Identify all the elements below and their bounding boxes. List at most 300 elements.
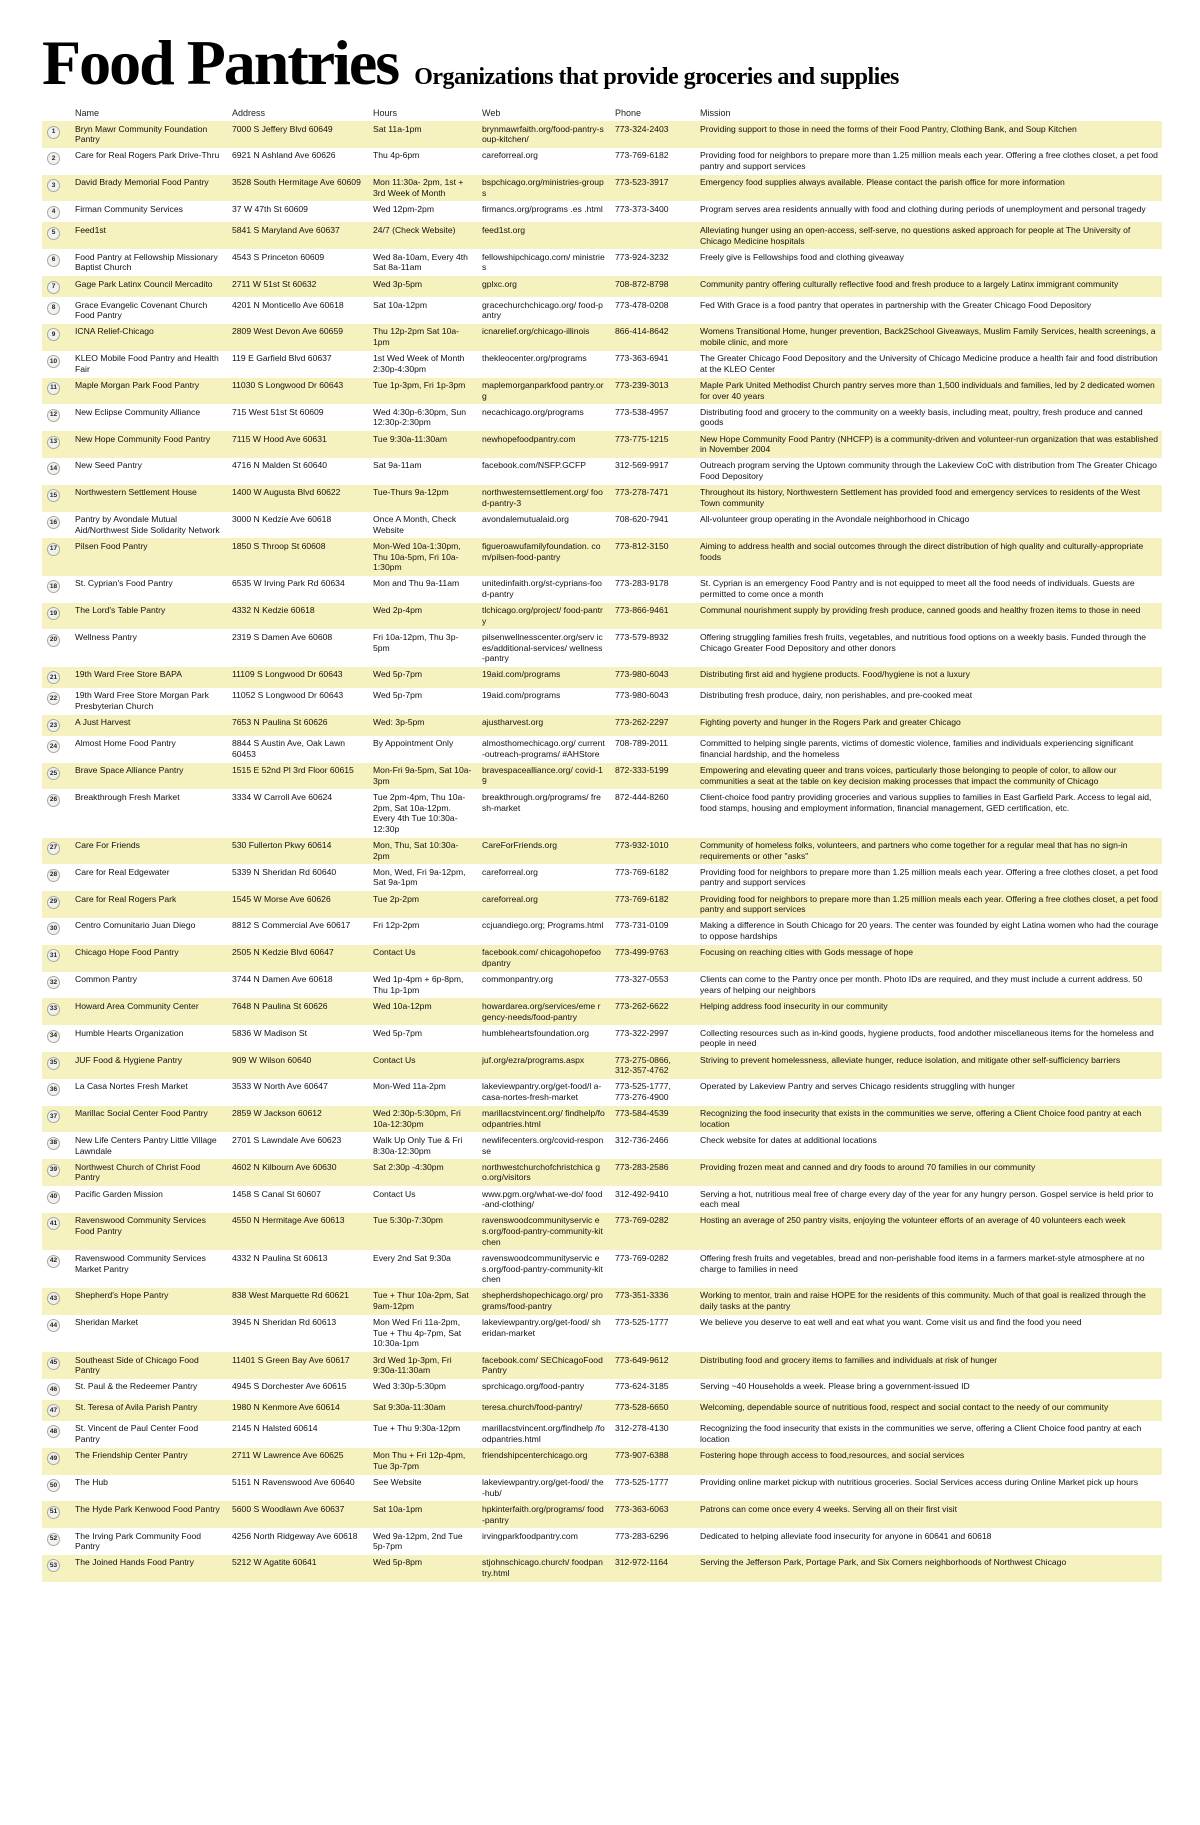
pantry-phone: 773-363-6063	[615, 1503, 669, 1514]
table-row	[42, 736, 1162, 763]
pantry-hours: See Website	[373, 1477, 422, 1488]
pantry-mission: Offering fresh fruits and vegetables, bread and non-perishable food items in a farmers market-style atmosphere at no charge to families in need	[700, 1252, 1145, 1274]
pantry-name: Care for Real Edgewater	[75, 866, 170, 877]
pantry-name: Pilsen Food Pantry	[75, 540, 148, 551]
row-number-cell	[42, 765, 68, 786]
row-number-cell	[42, 1215, 68, 1247]
row-number-cell	[42, 1504, 68, 1525]
pantry-name: St. Cyprian's Food Pantry	[75, 578, 173, 589]
column-header-web: Web	[482, 108, 501, 118]
pantry-name: Maple Morgan Park Food Pantry	[75, 380, 200, 390]
pantry-address: 5151 N Ravenswood Ave 60640	[232, 1477, 355, 1488]
pantry-name: Feed1st	[75, 224, 107, 235]
pantry-phone: 773-528-6650	[615, 1402, 669, 1413]
table-row	[42, 378, 1162, 405]
pantry-hours: Wed 1p-4pm + 6p-8pm, Thu 1p-1pm	[373, 974, 464, 995]
row-number-cell	[42, 1531, 68, 1552]
pantry-phone: 773-478-0208	[615, 299, 669, 310]
pantry-address: 909 W Wilson 60640	[232, 1054, 312, 1065]
row-number-badge: 43	[47, 1292, 60, 1305]
pantry-mission: Distributing food and grocery to the community on a weekly basis, including meat, poultry, fresh produce and canned goods	[700, 406, 1143, 428]
pantry-hours: Wed 5p-7pm	[373, 669, 423, 680]
row-number-badge: 29	[47, 896, 60, 909]
pantry-hours: Thu 4p-6pm	[373, 150, 420, 161]
pantry-phone: 773-932-1010	[615, 840, 669, 850]
pantry-phone: 708-872-8798	[615, 278, 669, 289]
pantry-phone: 773-769-0282	[615, 1252, 669, 1263]
pantry-address: 7000 S Jeffery Blvd 60649	[232, 123, 333, 134]
row-number-badge: 34	[47, 1030, 60, 1043]
pantry-mission: Program serves area residents annually with food and clothing during periods of unemployment and personal tragedy	[700, 203, 1146, 214]
pantry-web-url: friendshipcenterchicago.org	[482, 1450, 588, 1461]
pantry-phone: 773-373-3400	[615, 203, 669, 214]
table-row	[42, 1448, 1162, 1475]
table-row	[42, 175, 1162, 202]
pantry-address: 4543 S Princeton 60609	[232, 251, 325, 262]
pantry-phone: 312-492-9410	[615, 1188, 669, 1199]
pantry-mission: Collecting resources such as in-kind goods, hygiene products, food andother miscellaneous items for the homeless and people in need	[700, 1027, 1154, 1049]
pantry-hours: Wed 9a-12pm, 2nd Tue 5p-7pm	[373, 1530, 463, 1552]
pantry-web-url: www.pgm.org/what-we-do/ food-and-clothing/	[482, 1188, 603, 1210]
row-number-cell	[42, 605, 68, 626]
row-number-cell	[42, 1189, 68, 1210]
row-number-cell	[42, 252, 68, 273]
row-number-badge: 44	[47, 1319, 60, 1332]
row-number-badge: 48	[47, 1425, 60, 1438]
row-number-badge: 2	[47, 152, 60, 165]
pantry-phone: 773-584-4539	[615, 1108, 669, 1119]
pantry-phone: 866-414-8642	[615, 326, 669, 337]
pantry-web-url: careforreal.org	[482, 866, 538, 877]
pantry-mission: Fostering hope through access to food,resources, and social services	[700, 1450, 965, 1461]
pantry-name: St. Paul & the Redeemer Pantry	[75, 1381, 198, 1392]
row-number-cell	[42, 1135, 68, 1156]
pantry-phone	[615, 225, 693, 246]
pantry-hours: Mon, Wed, Fri 9a-12pm, Sat 9a-1pm	[373, 866, 466, 888]
pantry-phone: 773-624-3185	[615, 1381, 669, 1392]
pantry-name: Firman Community Services	[75, 203, 183, 214]
pantry-address: 1515 E 52nd Pl 3rd Floor 60615	[232, 765, 354, 776]
pantry-address: 11030 S Longwood Dr 60643	[232, 380, 344, 390]
pantry-web-url: northwesternsettlement.org/ food-pantry-3	[482, 487, 603, 508]
pantry-name: Ravenswood Community Services Market Pantry	[75, 1252, 206, 1274]
row-number-badge: 30	[47, 922, 60, 935]
pantry-mission: Clients can come to the Pantry once per month. Photo IDs are required, and they must include a current address. 50 years of helping our neighbors	[700, 974, 1143, 995]
pantry-address: 2711 W Lawrence Ave 60625	[232, 1450, 344, 1461]
pantry-mission: Serving a hot, nutritious meal free of charge every day of the year for any hungry person. Gospel service is held prior to each meal	[700, 1188, 1154, 1210]
pantry-name: Pantry by Avondale Mutual Aid/Northwest Side Solidarity Network	[75, 514, 220, 535]
pantry-mission: Empowering and elevating queer and trans voices, particularly those belonging to people of color, to allow our communities a seat at the table on key decision making processes that impact the community of Chicago	[700, 765, 1117, 786]
table-row	[42, 1159, 1162, 1186]
pantry-address: 7648 N Paulina St 60626	[232, 1000, 328, 1011]
table-row	[42, 918, 1162, 945]
row-number-badge: 32	[47, 976, 60, 989]
pantry-mission: The Greater Chicago Food Depository and the University of Chicago Medicine produce a health fair and food distribution at the KLEO Center	[700, 353, 1158, 374]
pantry-name: Common Pantry	[75, 974, 138, 985]
table-row	[42, 276, 1162, 297]
pantry-hours: By Appointment Only	[373, 738, 454, 749]
row-number-cell	[42, 124, 68, 145]
row-number-badge: 26	[47, 794, 60, 807]
pantry-address: 5212 W Agatite 60641	[232, 1557, 317, 1568]
pantry-mission: Welcoming, dependable source of nutritious food, respect and social contact to the needy of our community	[700, 1402, 1109, 1413]
table-row	[42, 763, 1162, 790]
pantry-web-url: humbleheartsfoundation.org	[482, 1027, 590, 1038]
pantry-address: 6535 W Irving Park Rd 60634	[232, 578, 345, 589]
row-number-badge: 8	[47, 302, 60, 315]
pantry-web-url: northwestchurchofchristchica go.org/visitors	[482, 1161, 600, 1183]
pantry-name: Wellness Pantry	[75, 631, 137, 642]
pantry-address: 5841 S Maryland Ave 60637	[232, 224, 340, 235]
pantry-hours: Tue + Thur 10a-2pm, Sat 9am-12pm	[373, 1290, 469, 1311]
pantry-hours: Sat 9a-11am	[373, 460, 422, 471]
pantry-mission: St. Cyprian is an emergency Food Pantry and is not equipped to meet all the food needs of individuals. Guests are permitted to come once a month	[700, 578, 1135, 599]
row-number-badge: 31	[47, 949, 60, 962]
pantry-address: 7115 W Hood Ave 60631	[232, 433, 327, 444]
pantry-hours: Sat 2:30p -4:30pm	[373, 1161, 444, 1172]
pantry-name: Brave Space Alliance Pantry	[75, 765, 184, 776]
pantry-name: The Joined Hands Food Pantry	[75, 1557, 194, 1568]
row-number-cell	[42, 326, 68, 347]
row-number-badge: 38	[47, 1137, 60, 1150]
pantry-hours: 3rd Wed 1p-3pm, Fri 9:30a-11:30am	[373, 1354, 452, 1376]
pantry-hours: Tue 5:30p-7:30pm	[373, 1215, 443, 1226]
pantry-mission: Throughout its history, Northwestern Settlement has provided food and emergency services to residents of the West Town community	[700, 487, 1141, 508]
pantry-web-url: ravenswoodcommunityservic es.org/food-pantry-community-kitchen	[482, 1252, 603, 1285]
pantry-web-url: fellowshipchicago.com/ ministries	[482, 251, 605, 273]
table-row	[42, 629, 1162, 666]
pantry-web-url: avondalemutualaid.org	[482, 514, 569, 525]
table-row	[42, 972, 1162, 999]
pantry-phone: 773-980-6043	[615, 669, 669, 680]
pantry-phone: 773-283-2586	[615, 1161, 669, 1172]
table-row	[42, 1352, 1162, 1379]
row-number-badge: 33	[47, 1003, 60, 1016]
row-number-badge: 17	[47, 543, 60, 556]
row-number-badge: 42	[47, 1255, 60, 1268]
table-row	[42, 1025, 1162, 1052]
row-number-badge: 13	[47, 436, 60, 449]
pantry-address: 4716 N Malden St 60640	[232, 460, 328, 471]
pantry-web-url: brynmawrfaith.org/food-pantry-soup-kitchen/	[482, 123, 604, 145]
pantry-address: 11401 S Green Bay Ave 60617	[232, 1354, 350, 1365]
pantry-name: David Brady Memorial Food Pantry	[75, 177, 209, 188]
row-number-cell	[42, 1317, 68, 1349]
row-number-cell	[42, 840, 68, 861]
pantry-phone: 773-769-0282	[615, 1215, 669, 1226]
pantry-address: 4550 N Hermitage Ave 60613	[232, 1215, 345, 1226]
pantry-name: Northwest Church of Christ Food Pantry	[75, 1161, 201, 1183]
pantry-web-url: sprchicago.org/food-pantry	[482, 1381, 585, 1392]
table-row	[42, 512, 1162, 539]
pantry-name: Almost Home Food Pantry	[75, 738, 176, 749]
pantry-mission: Hosting an average of 250 pantry visits, enjoying the volunteer efforts of an average of 40 volunteers each week	[700, 1215, 1126, 1226]
pantry-web-url: hpkinterfaith.org/programs/ food-pantry	[482, 1503, 604, 1525]
table-row	[42, 404, 1162, 431]
table-row	[42, 1379, 1162, 1400]
table-row	[42, 688, 1162, 715]
pantry-phone: 773-262-2297	[615, 717, 669, 728]
pantry-phone: 773-924-3232	[615, 251, 669, 262]
pantry-web-url: ajustharvest.org	[482, 717, 544, 728]
table-row	[42, 838, 1162, 865]
row-number-badge: 46	[47, 1383, 60, 1396]
pantry-phone: 773-980-6043	[615, 690, 669, 701]
pantry-mission: Community pantry offering culturally reflective food and fresh produce to a largely Latinx immigrant community	[700, 278, 1119, 289]
pantry-table-body	[42, 121, 1162, 1582]
table-row	[42, 1288, 1162, 1315]
row-number-cell	[42, 279, 68, 295]
pantry-address: 2711 W 51st St 60632	[232, 278, 317, 289]
pantry-hours: Tue 2pm-4pm, Thu 10a-2pm, Sat 10a-12pm. Every 4th Tue 10:30a-12:30p	[373, 791, 466, 834]
pantry-address: 37 W 47th St 60609	[232, 203, 308, 214]
pantry-address: 838 West Marquette Rd 60621	[232, 1290, 349, 1301]
row-number-cell	[42, 1028, 68, 1049]
row-number-badge: 41	[47, 1217, 60, 1230]
pantry-web-url: lakeviewpantry.org/get-food/ sheridan-market	[482, 1317, 601, 1338]
pantry-address: 8844 S Austin Ave, Oak Lawn 60453	[232, 738, 346, 759]
pantry-web-url: careforreal.org	[482, 150, 538, 161]
row-number-badge: 53	[47, 1559, 60, 1572]
pantry-name: The Friendship Center Pantry	[75, 1450, 188, 1461]
pantry-mission: All-volunteer group operating in the Avondale neighborhood in Chicago	[700, 514, 970, 525]
pantry-name: Bryn Mawr Community Foundation Pantry	[75, 123, 208, 145]
pantry-name: 19th Ward Free Store BAPA	[75, 669, 182, 680]
table-row	[42, 891, 1162, 918]
pantry-address: 4256 North Ridgeway Ave 60618	[232, 1530, 358, 1541]
pantry-phone: 773-327-0553	[615, 974, 669, 985]
row-number-badge: 5	[47, 227, 60, 240]
table-row	[42, 1475, 1162, 1502]
pantry-address: 2809 West Devon Ave 60659	[232, 326, 344, 337]
pantry-mission: Recognizing the food insecurity that exists in the communities we serve, offering a Client Choice food pantry at each location	[700, 1108, 1142, 1129]
pantry-hours: Fri 12p-2pm	[373, 920, 420, 931]
pantry-web-url: lakeviewpantry.org/get-food/l a-casa-nortes-fresh-market	[482, 1081, 602, 1102]
row-number-cell	[42, 578, 68, 599]
pantry-phone: 872-444-8260	[615, 791, 669, 802]
row-number-cell	[42, 947, 68, 968]
row-number-cell	[42, 1253, 68, 1285]
pantry-hours: Mon-Wed 11a-2pm	[373, 1081, 446, 1092]
row-number-badge: 19	[47, 607, 60, 620]
row-number-badge: 4	[47, 206, 60, 219]
pantry-name: JUF Food & Hygiene Pantry	[75, 1054, 182, 1065]
pantry-web-url: juf.org/ezra/programs.aspx	[482, 1054, 585, 1065]
masthead	[42, 26, 1162, 100]
table-row	[42, 1400, 1162, 1421]
pantry-address: 8812 S Commercial Ave 60617	[232, 920, 351, 931]
pantry-address: 5600 S Woodlawn Ave 60637	[232, 1503, 345, 1514]
pantry-address: 4945 S Dorchester Ave 60615	[232, 1381, 347, 1392]
table-row	[42, 538, 1162, 575]
pantry-name: Grace Evangelic Covenant Church Food Pantry	[75, 299, 208, 321]
table-row	[42, 1213, 1162, 1250]
row-number-badge: 51	[47, 1506, 60, 1519]
table-row	[42, 351, 1162, 378]
pantry-web-url: maplemorganparkfood pantry.org	[482, 380, 604, 401]
row-number-cell	[42, 717, 68, 733]
row-number-badge: 16	[47, 516, 60, 529]
pantry-name: KLEO Mobile Food Pantry and Health Fair	[75, 353, 219, 374]
row-number-badge: 35	[47, 1057, 60, 1070]
row-number-badge: 20	[47, 634, 60, 647]
pantry-hours: Walk Up Only Tue & Fri 8:30a-12:30pm	[373, 1134, 463, 1156]
pantry-hours: Wed 2p-4pm	[373, 605, 423, 616]
pantry-phone: 773-525-1777, 773-276-4900	[615, 1081, 671, 1102]
pantry-web-url: 19aid.com/programs	[482, 669, 561, 680]
pantry-name: Northwestern Settlement House	[75, 487, 197, 498]
pantry-phone: 773-283-6296	[615, 1530, 669, 1541]
pantry-mission: Client-choice food pantry providing groceries and various supplies to families in East Garfield Park. Access to legal aid, food stamps, housing and employment information, financial management, GED certification, etc.	[700, 791, 1152, 813]
pantry-mission: Patrons can come once every 4 weeks. Serving all on their first visit	[700, 1503, 957, 1514]
table-row	[42, 603, 1162, 630]
pantry-mission: Community of homeless folks, volunteers, and partners who come together for a regular meal that has no sign-in requirements or other "asks"	[700, 840, 1128, 861]
pantry-phone: 312-972-1164	[615, 1557, 668, 1568]
pantry-address: 3533 W North Ave 60647	[232, 1081, 328, 1092]
pantry-web-url: gplxc.org	[482, 278, 517, 289]
table-row	[42, 1132, 1162, 1159]
pantry-address: 4602 N Kilbourn Ave 60630	[232, 1161, 337, 1172]
pantry-address: 1458 S Canal St 60607	[232, 1188, 321, 1199]
table-row	[42, 1250, 1162, 1287]
table-row	[42, 1501, 1162, 1528]
pantry-hours: Tue 2p-2pm	[373, 893, 420, 904]
pantry-address: 7653 N Paulina St 60626	[232, 717, 328, 728]
row-number-cell	[42, 177, 68, 198]
pantry-phone: 708-789-2011	[615, 738, 668, 749]
pantry-name: Breakthrough Fresh Market	[75, 791, 180, 802]
pantry-hours: Tue-Thurs 9a-12pm	[373, 487, 449, 498]
pantry-hours: Wed 5p-8pm	[373, 1557, 423, 1568]
column-header-spacer	[42, 108, 68, 118]
pantry-phone: 773-538-4957	[615, 406, 669, 417]
row-number-cell	[42, 300, 68, 321]
pantry-web-url: teresa.church/food-pantry/	[482, 1402, 583, 1413]
row-number-badge: 23	[47, 719, 60, 732]
row-number-badge: 10	[47, 355, 60, 368]
pantry-address: 530 Fullerton Pkwy 60614	[232, 840, 332, 850]
pantry-phone: 773-499-9763	[615, 947, 669, 958]
pantry-web-url: ccjuandiego.org; Programs.html	[482, 920, 604, 931]
pantry-hours: Wed 5p-7pm	[373, 1027, 423, 1038]
pantry-address: 3528 South Hermitage Ave 60609	[232, 177, 361, 188]
pantry-name: The Lord's Table Pantry	[75, 605, 166, 616]
pantry-mission: Freely give is Fellowships food and clothing giveaway	[700, 251, 904, 262]
pantry-web-url: firmancs.org/programs .es .html	[482, 203, 603, 214]
pantry-address: 3945 N Sheridan Rd 60613	[232, 1317, 337, 1328]
pantry-phone: 773-579-8932	[615, 631, 669, 642]
pantry-phone: 708-620-7941	[615, 514, 669, 525]
table-header-row	[42, 108, 1162, 121]
pantry-mission: Striving to prevent homelessness, alleviate hunger, reduce isolation, and mitigate other self-sufficiency barriers	[700, 1054, 1121, 1065]
pantry-web-url: lakeviewpantry.org/get-food/ the-hub/	[482, 1477, 604, 1498]
table-row	[42, 1079, 1162, 1106]
pantry-web-url: necachicago.org/programs	[482, 406, 584, 417]
pantry-phone: 773-262-6622	[615, 1000, 669, 1011]
table-row	[42, 576, 1162, 603]
pantry-hours: Mon Thu + Fri 12p-4pm, Tue 3p-7pm	[373, 1450, 466, 1471]
pantry-phone: 773-525-1777	[615, 1317, 669, 1328]
pantry-hours: Contact Us	[373, 947, 416, 958]
pantry-web-url: pilsenwellnesscenter.org/serv ices/additional-services/ wellness-pantry	[482, 631, 603, 664]
pantry-mission: Distributing fresh produce, dairy, non perishables, and pre-cooked meat	[700, 690, 973, 701]
table-row	[42, 148, 1162, 175]
row-number-cell	[42, 894, 68, 915]
pantry-name: Marillac Social Center Food Pantry	[75, 1108, 208, 1119]
pantry-web-url: careforreal.org	[482, 893, 538, 904]
pantry-address: 4332 N Kedzie 60618	[232, 605, 315, 616]
pantry-hours: Tue + Thu 9:30a-12pm	[373, 1423, 461, 1434]
pantry-address: 4201 N Monticello Ave 60618	[232, 299, 344, 310]
pantry-phone: 773-769-6182	[615, 150, 669, 161]
row-number-badge: 7	[47, 281, 60, 294]
pantry-phone: 312-278-4130	[615, 1423, 669, 1434]
row-number-cell	[42, 690, 68, 711]
pantry-address: 1980 N Kenmore Ave 60614	[232, 1402, 340, 1413]
pantry-hours: Tue 1p-3pm, Fri 1p-3pm	[373, 380, 466, 390]
pantry-mission: Making a difference in South Chicago for 20 years. The center was founded by eight Latina women who had the courage to oppose hardships	[700, 920, 1159, 942]
table-row	[42, 667, 1162, 688]
pantry-phone: 773-812-3150	[615, 540, 669, 551]
pantry-name: New Life Centers Pantry Little Village Lawndale	[75, 1134, 217, 1156]
pantry-hours: Fri 10a-12pm, Thu 3p-5pm	[373, 631, 459, 653]
pantry-mission: Helping address food insecurity in our community	[700, 1000, 888, 1011]
pantry-web-url: CareForFriends.org	[482, 840, 557, 850]
pantry-phone: 773-283-9178	[615, 578, 669, 589]
pantry-name: Pacific Garden Mission	[75, 1188, 163, 1199]
row-number-cell	[42, 1081, 68, 1102]
pantry-mission: Recognizing the food insecurity that exists in the communities we serve, offering a Client Choice food pantry at each location	[700, 1423, 1142, 1445]
pantry-phone: 773-322-2997	[615, 1027, 669, 1038]
pantry-address: 3744 N Damen Ave 60618	[232, 974, 333, 985]
row-number-badge: 22	[47, 692, 60, 705]
pantry-hours: Wed 4:30p-6:30pm, Sun 12:30p-2:30pm	[373, 406, 466, 428]
pantry-mission: We believe you deserve to eat well and eat what you want. Come visit us and find the food you need	[700, 1317, 1082, 1328]
pantry-hours: Contact Us	[373, 1054, 416, 1065]
table-row	[42, 485, 1162, 512]
pantry-name: Southeast Side of Chicago Food Pantry	[75, 1354, 199, 1376]
pantry-mission: Providing food for neighbors to prepare more than 1.25 million meals each year. Offering a free clothes closet, a pet food pantry and support services	[700, 893, 1158, 915]
page-title: Food Pantries	[42, 27, 399, 98]
pantry-hours: Wed 2:30p-5:30pm, Fri 10a-12:30pm	[373, 1108, 461, 1129]
pantry-address: 1545 W Morse Ave 60626	[232, 893, 331, 904]
row-number-cell	[42, 353, 68, 374]
row-number-badge: 3	[47, 179, 60, 192]
row-number-cell	[42, 1402, 68, 1418]
table-row	[42, 998, 1162, 1025]
pantry-mission: Providing online market pickup with nutritious groceries. Social Services access during Online Market pick up hours	[700, 1477, 1139, 1488]
pantry-web-url: bspchicago.org/ministries-groups	[482, 177, 604, 198]
row-number-badge: 45	[47, 1357, 60, 1370]
pantry-name: Care for Real Rogers Park Drive-Thru	[75, 150, 220, 161]
pantry-web-url: icnarelief.org/chicago-illinois	[482, 326, 590, 337]
pantry-hours: Wed 5p-7pm	[373, 690, 423, 701]
row-number-cell	[42, 407, 68, 428]
pantry-hours: Wed 8a-10am, Every 4th Sat 8a-11am	[373, 251, 468, 273]
pantry-address: 2701 S Lawndale Ave 60623	[232, 1134, 342, 1145]
pantry-hours: Mon, Thu, Sat 10:30a-2pm	[373, 840, 459, 861]
pantry-phone: 773-239-3013	[615, 380, 669, 390]
table-row	[42, 201, 1162, 222]
row-number-badge: 50	[47, 1479, 60, 1492]
pantry-mission: New Hope Community Food Pantry (NHCFP) is a community-driven and volunteer-run organization that was established in November 2004	[700, 433, 1159, 455]
pantry-name: The Hub	[75, 1477, 108, 1488]
pantry-mission: Focusing on reaching cities with Gods message of hope	[700, 947, 914, 958]
row-number-badge: 47	[47, 1404, 60, 1417]
pantry-mission: Operated by Lakeview Pantry and serves Chicago residents struggling with hunger	[700, 1081, 1015, 1092]
pantry-hours: Mon and Thu 9a-11am	[373, 578, 460, 589]
pantry-address: 119 E Garfield Blvd 60637	[232, 353, 332, 364]
